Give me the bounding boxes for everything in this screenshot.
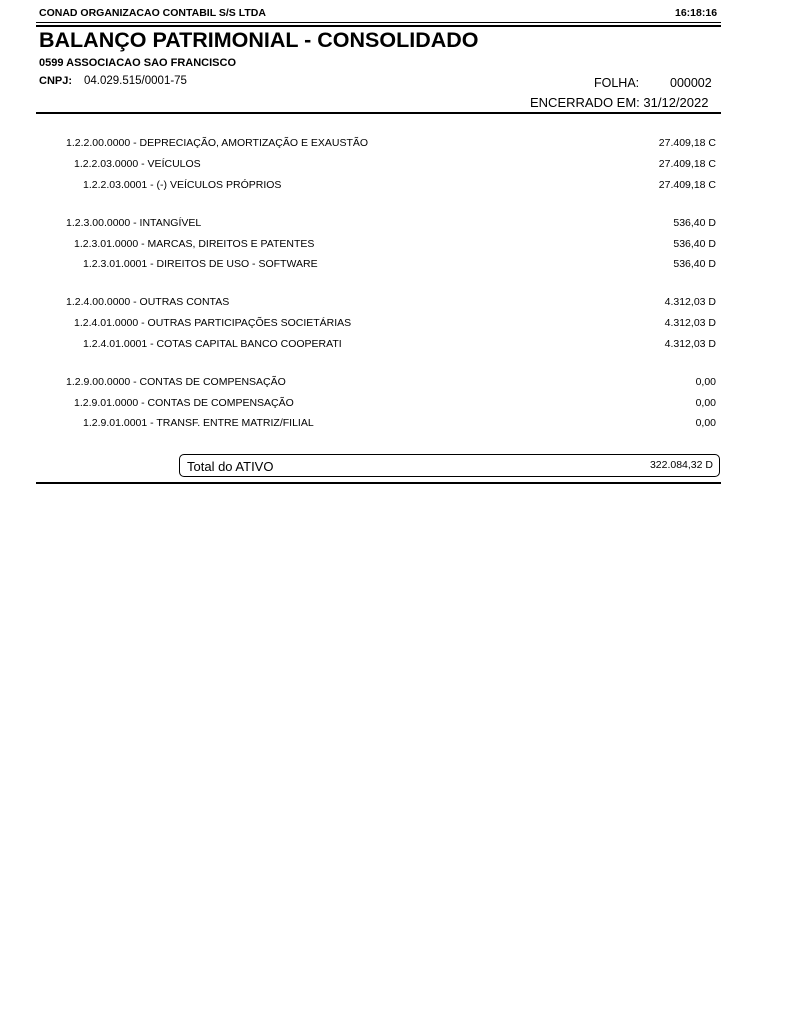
entity-name: 0599 ASSOCIACAO SAO FRANCISCO	[39, 57, 237, 69]
account-row	[0, 158, 800, 174]
account-label: 1.2.4.00.0000 - OUTRAS CONTAS	[66, 296, 230, 308]
account-value: 0,00	[695, 417, 716, 429]
account-row	[0, 238, 800, 254]
footer-divider	[36, 482, 721, 484]
account-label: 1.2.9.01.0000 - CONTAS DE COMPENSAÇÃO	[74, 397, 294, 409]
account-row	[0, 317, 800, 333]
report-time: 16:18:16	[675, 7, 718, 19]
account-row	[0, 258, 800, 274]
account-label: 1.2.9.01.0001 - TRANSF. ENTRE MATRIZ/FILIAL	[83, 417, 314, 429]
closing-date: ENCERRADO EM: 31/12/2022	[530, 95, 709, 110]
account-value: 0,00	[695, 397, 716, 409]
cnpj-label: CNPJ:	[39, 75, 73, 87]
account-value: 0,00	[695, 376, 716, 388]
account-value: 27.409,18 C	[658, 137, 716, 149]
cnpj-value: 04.029.515/0001-75	[84, 75, 187, 87]
total-value: 322.084,32 D	[649, 459, 713, 471]
account-label: 1.2.2.00.0000 - DEPRECIAÇÃO, AMORTIZAÇÃO E EXAUSTÃO	[66, 137, 369, 149]
account-label: 1.2.4.01.0000 - OUTRAS PARTICIPAÇÕES SOCIETÁRIAS	[74, 317, 352, 329]
account-label: 1.2.4.01.0001 - COTAS CAPITAL BANCO COOPERATI	[83, 338, 342, 350]
total-label: Total do ATIVO	[187, 459, 274, 474]
account-row	[0, 217, 800, 233]
account-row	[0, 179, 800, 195]
report-title: BALANÇO PATRIMONIAL - CONSOLIDADO	[39, 28, 479, 52]
account-value: 536,40 D	[673, 238, 716, 250]
account-row	[0, 296, 800, 312]
folha-value: 000002	[670, 76, 712, 90]
account-value: 4.312,03 D	[664, 338, 716, 350]
account-label: 1.2.3.00.0000 - INTANGÍVEL	[66, 217, 202, 229]
section-divider	[36, 112, 721, 114]
account-value: 4.312,03 D	[664, 296, 716, 308]
account-row	[0, 417, 800, 433]
account-value: 536,40 D	[673, 217, 716, 229]
account-value: 4.312,03 D	[664, 317, 716, 329]
account-label: 1.2.3.01.0000 - MARCAS, DIREITOS E PATENTES	[74, 238, 315, 250]
company-name: CONAD ORGANIZACAO CONTABIL S/S LTDA	[39, 7, 266, 19]
account-row	[0, 397, 800, 413]
account-value: 27.409,18 C	[658, 158, 716, 170]
account-label: 1.2.2.03.0000 - VEÍCULOS	[74, 158, 201, 170]
account-label: 1.2.2.03.0001 - (-) VEÍCULOS PRÓPRIOS	[83, 179, 282, 191]
account-row	[0, 376, 800, 392]
account-row	[0, 338, 800, 354]
account-value: 27.409,18 C	[658, 179, 716, 191]
account-label: 1.2.3.01.0001 - DIREITOS DE USO - SOFTWARE	[83, 258, 318, 270]
account-value: 536,40 D	[673, 258, 716, 270]
account-row	[0, 137, 800, 153]
total-box	[179, 454, 720, 477]
folha-label: FOLHA:	[594, 76, 640, 90]
header-divider-thick	[36, 25, 721, 27]
header-divider	[36, 22, 721, 23]
account-label: 1.2.9.00.0000 - CONTAS DE COMPENSAÇÃO	[66, 376, 286, 388]
